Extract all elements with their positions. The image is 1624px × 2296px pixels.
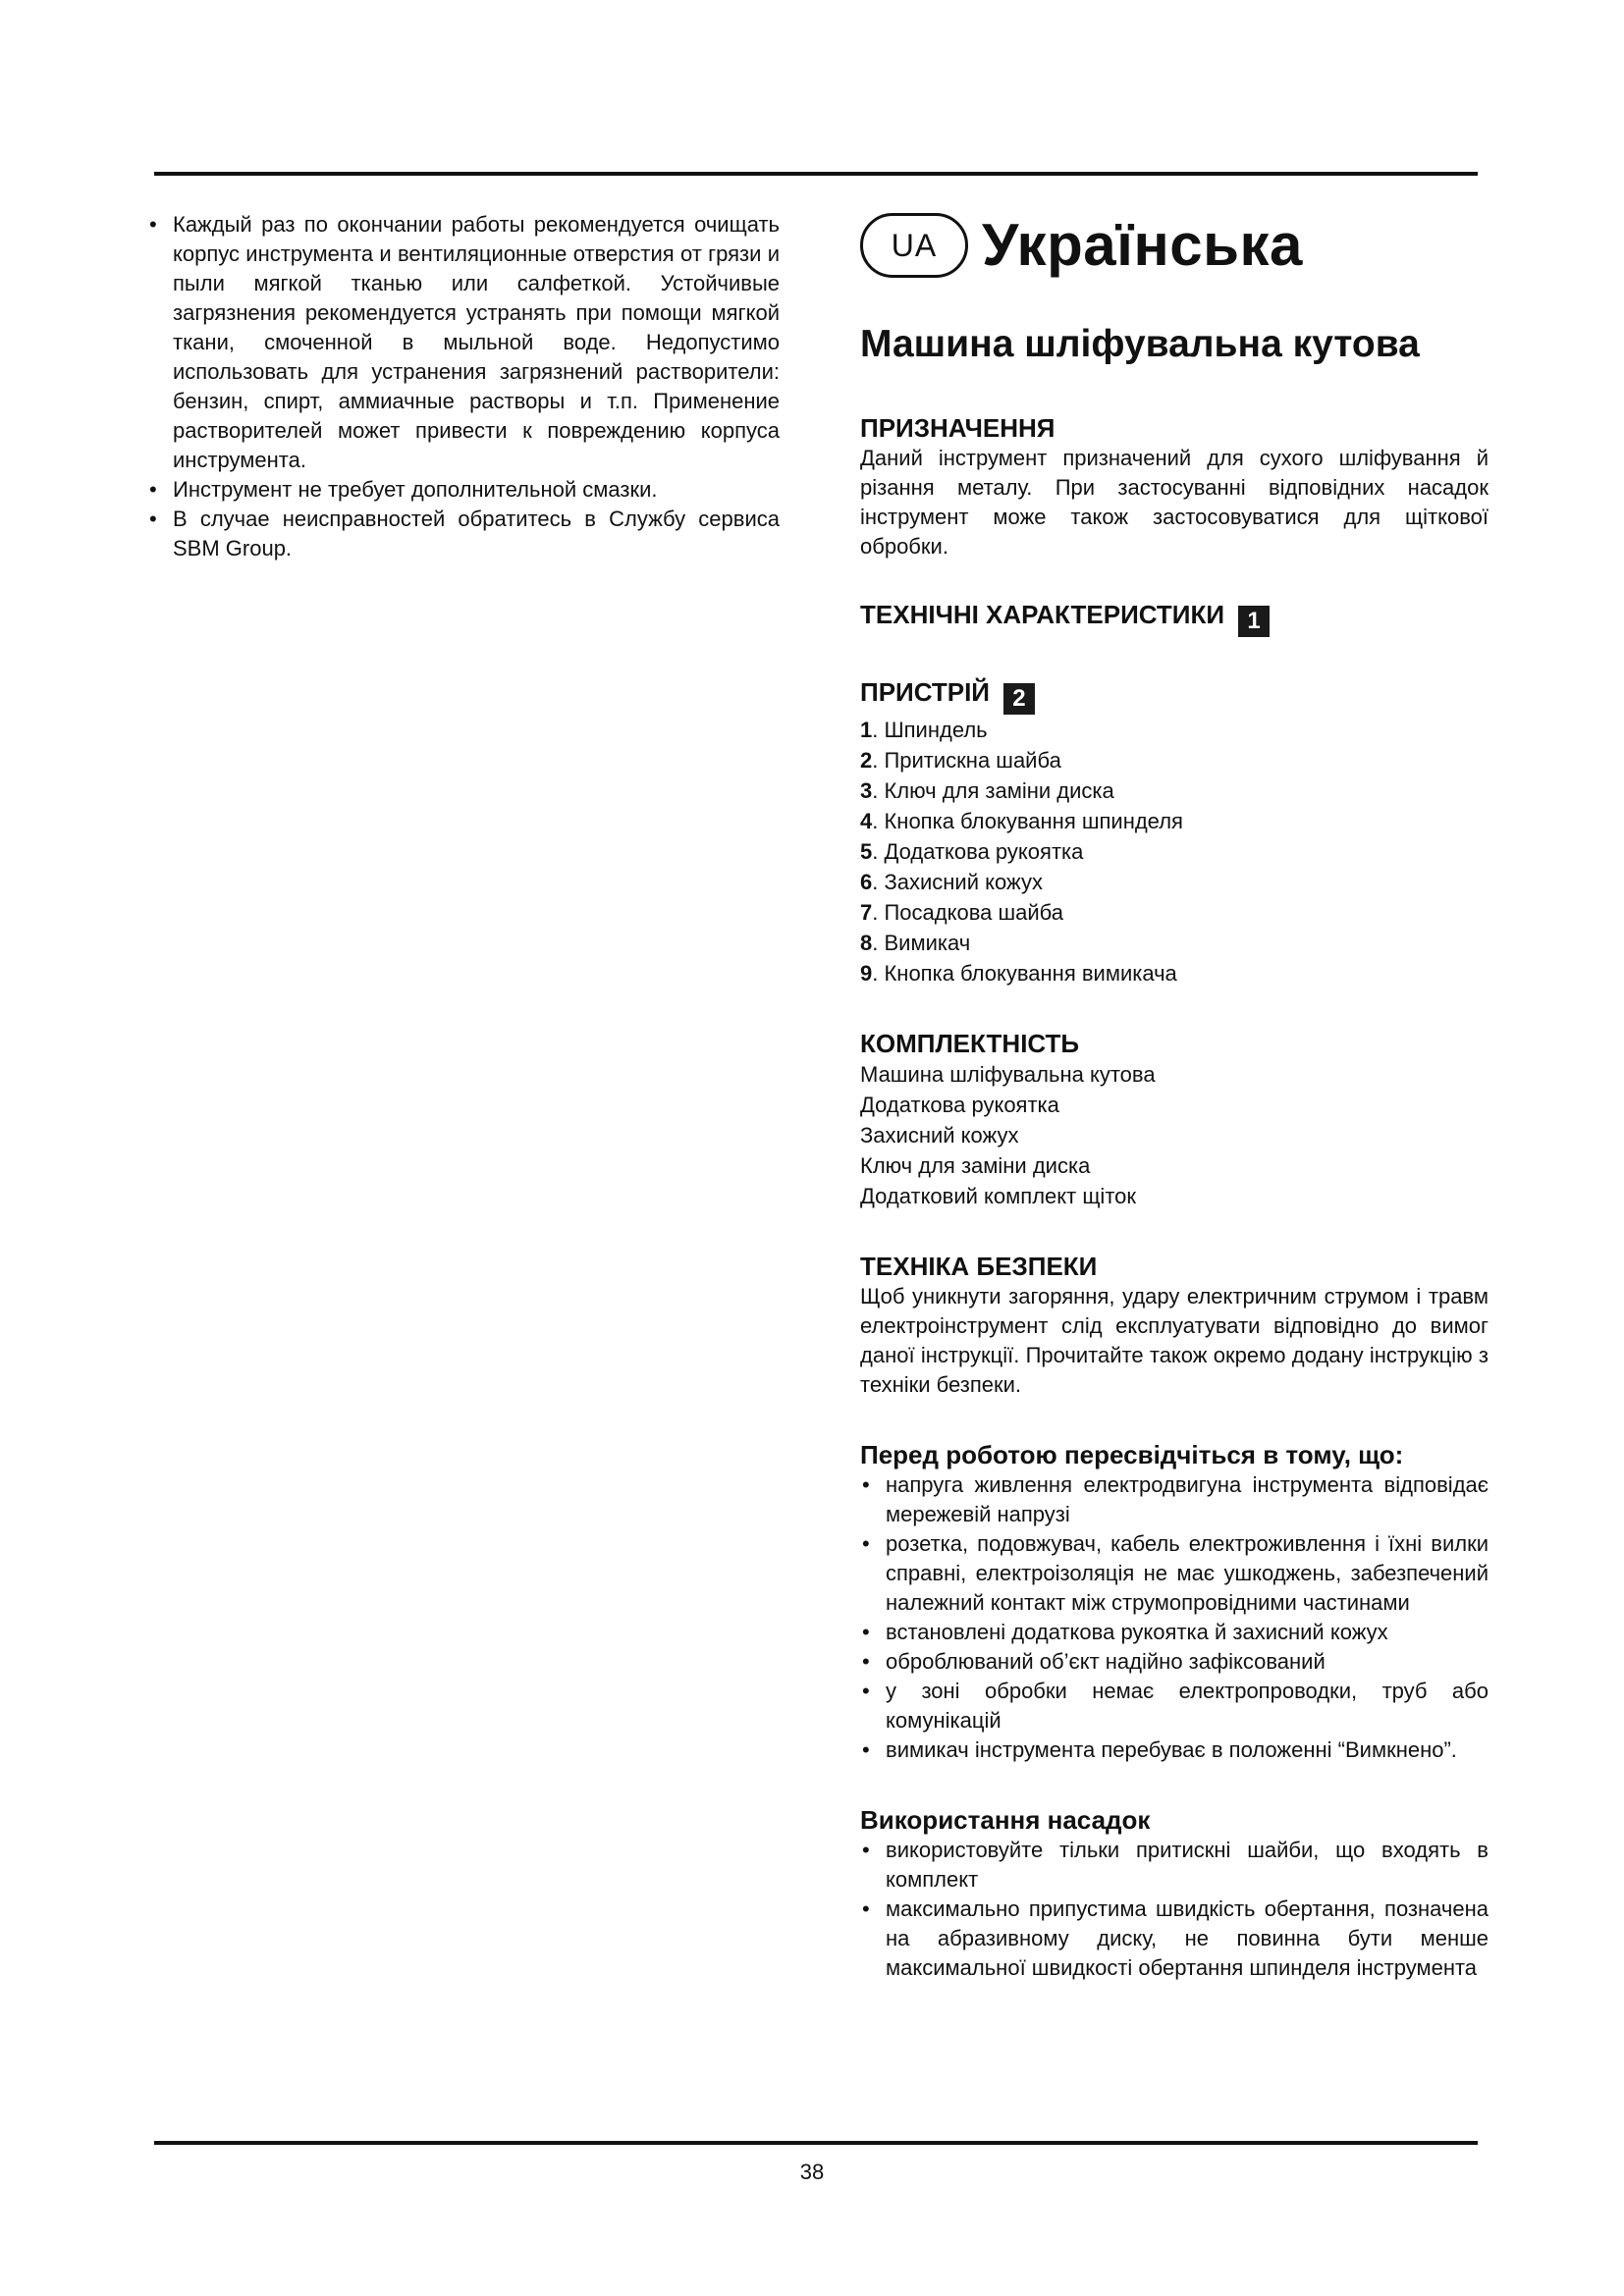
safety-section <box>860 1251 1489 1400</box>
device-section <box>860 676 1489 988</box>
list-item: • встановлені додаткова рукоятка й захисний кожух <box>860 1618 1489 1647</box>
section-heading: ПРИЗНАЧЕННЯ <box>860 413 1056 443</box>
list-item: 2. Притискна шайба <box>860 748 1061 773</box>
figure-ref-badge: 1 <box>1238 606 1270 637</box>
specs-section <box>860 599 1489 637</box>
list-item: 3. Ключ для заміни диска <box>860 778 1114 803</box>
list-item: • оброблюваний об’єкт надійно зафіксований <box>860 1647 1489 1677</box>
list-item: • максимально припустима швидкість обертання, позначена на абразивному диску, не повинна бути менше максимальної швидкості обертання шпинделя інструмента <box>860 1895 1489 1983</box>
page-number: 38 <box>799 2160 825 2184</box>
section-heading <box>860 676 1489 715</box>
language-header <box>860 206 1489 285</box>
section-heading: Використання насадок <box>860 1805 1151 1835</box>
list-item: • розетка, подовжувач, кабель електроживлення і їхні вилки справні, електроізоляція не має ушкоджень, забезпечений належний контакт між струмопровідними частинами <box>860 1529 1489 1618</box>
list-item: 7. Посадкова шайба <box>860 900 1063 925</box>
top-rule <box>154 172 1478 176</box>
left-column <box>147 210 780 563</box>
attachments-section <box>860 1804 1489 1983</box>
list-item: Ключ для заміни диска <box>860 1153 1091 1178</box>
specs-heading-text: ТЕХНІЧНІ ХАРАКТЕРИСТИКИ <box>860 600 1225 629</box>
right-column <box>860 206 1489 1983</box>
section-heading <box>860 599 1489 637</box>
purpose-section <box>860 412 1489 561</box>
list-item: Машина шліфувальна кутова <box>860 1062 1156 1087</box>
section-heading: ТЕХНІКА БЕЗПЕКИ <box>860 1252 1098 1281</box>
device-heading-text: ПРИСТРІЙ <box>860 677 990 707</box>
list-item: 4. Кнопка блокування шпинделя <box>860 809 1183 833</box>
list-item: 5. Додаткова рукоятка <box>860 839 1084 864</box>
before-work-section <box>860 1439 1489 1765</box>
section-heading: КОМПЛЕКТНІСТЬ <box>860 1029 1080 1058</box>
list-item: • В случае неисправностей обратитесь в Службу сервиса SBM Group. <box>147 505 780 563</box>
language-title: Українська <box>982 212 1303 278</box>
list-item: Додатковий комплект щіток <box>860 1184 1137 1208</box>
list-item: 6. Захисний кожух <box>860 870 1043 894</box>
checklist <box>860 1470 1489 1765</box>
maintenance-list <box>147 210 780 563</box>
purpose-text: Даний інструмент призначений для сухого шліфування й різання металу. При застосуванні відповідних насадок інструмент може також застосовуватися для щіткової обробки. <box>860 446 1489 559</box>
section-heading: Перед роботою пересвідчіться в тому, що: <box>860 1440 1404 1469</box>
figure-ref-badge: 2 <box>1003 683 1035 715</box>
safety-text: Щоб уникнути загоряння, удару електричним струмом і травм електроінструмент слід експлуатувати відповідно до вимог даної інструкції. Прочитайте також окремо додану інструкцію з техніки безпеки. <box>860 1284 1489 1397</box>
list-item: 9. Кнопка блокування вимикача <box>860 961 1177 986</box>
list-item: Додаткова рукоятка <box>860 1093 1059 1117</box>
page-title: Машина шліфувальна кутова <box>860 323 1420 365</box>
list-item: • напруга живлення електродвигуна інструмента відповідає мережевій напрузі <box>860 1470 1489 1529</box>
list-item: • Каждый раз по окончании работы рекомендуется очищать корпус инструмента и вентиляционные отверстия от грязи и пыли мягкой тканью или салфеткой. Устойчивые загрязнения рекомендуется устранять при помощи мягкой ткани, смоченной в мыльной воде. Недопустимо использовать для устранения загрязнений растворители: бензин, спирт, аммиачные растворы и т.п. Применение растворителей может привести к повреждению корпуса инструмента. <box>147 210 780 475</box>
parts-list <box>860 715 1489 988</box>
language-badge: UA <box>860 213 968 278</box>
kit-section <box>860 1028 1489 1211</box>
list-item: • Инструмент не требует дополнительной смазки. <box>147 475 780 505</box>
list-item: 8. Вимикач <box>860 931 971 955</box>
list-item: • використовуйте тільки притискні шайби, що входять в комплект <box>860 1836 1489 1895</box>
list-item: Захисний кожух <box>860 1123 1019 1148</box>
list-item: • у зоні обробки немає електропроводки, труб або комунікацій <box>860 1677 1489 1735</box>
bottom-rule <box>154 2141 1478 2145</box>
list-item: • вимикач інструмента перебуває в положенні “Вимкнено”. <box>860 1735 1489 1765</box>
attachments-list <box>860 1836 1489 1983</box>
list-item: 1. Шпиндель <box>860 718 988 742</box>
